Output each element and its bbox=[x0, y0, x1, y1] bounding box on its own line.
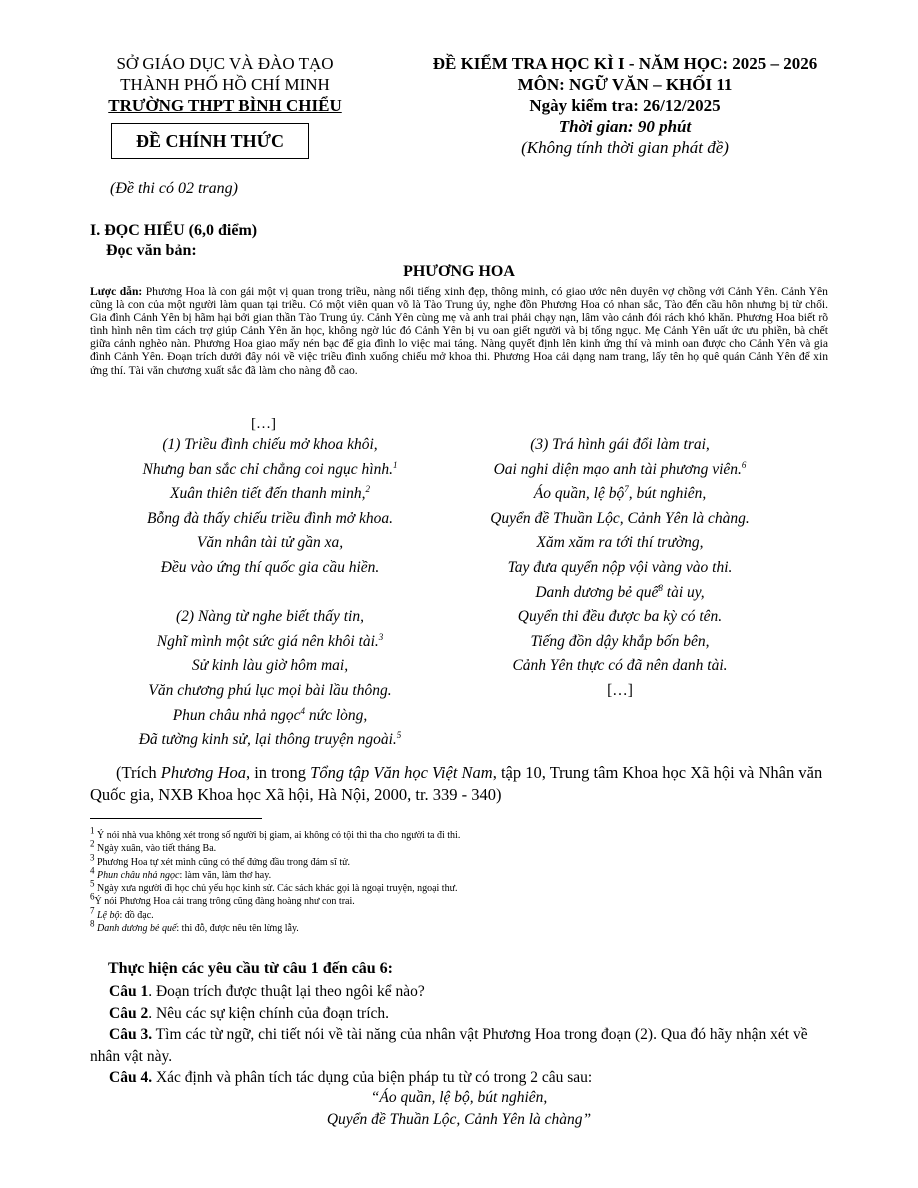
poem-line: (3) Trá hình gái đổi làm trai, bbox=[530, 436, 710, 453]
question-list bbox=[90, 981, 830, 1089]
footnotes bbox=[90, 825, 830, 935]
subject-line: MÔN: NGỮ VĂN – KHỐI 11 bbox=[517, 75, 733, 94]
footnote: $^2$ Ngày xuân, vào tiết tháng Ba. bbox=[90, 838, 217, 855]
summary-text: Phương Hoa là con gái một vị quan trong triều, nàng nổi tiếng xinh đẹp, thông minh, có giao ước nên duyên vợ chồng với Cảnh Yên. Cảnh Yên cũng là con của một người làm quan tại triều. Có một viên quan võ là Tào Trung úy, nghe đồn Phương Hoa có nhan sắc, Tào đến cầu hôn nhưng bị từ chối. Gia đình Cảnh Yên bị hãm hại bởi gian thần Tào Trung úy. Cảnh Yên cùng mẹ và anh trai phải chạy nạn, lâm vào cảnh đói rách khó khăn. Phương Hoa biết rõ tình hình nên tìm cách trợ giúp Cảnh Yên ăn học, không ngờ lúc đó Cảnh Yên bị vu oan giết người và bị tống ngục. Mẹ Cảnh Yên uất ức ưu phiền, bà chết giữa cảnh nghèo nàn. Phương Hoa giao mấy nén bạc để gia đình lo việc mai táng. Nàng quyết định lên kinh ứng thí và minh oan được cho Cảnh Yên và gia đình Cảnh Yên. Đoạn trích dưới đây nói về việc triều đình xuống chiếu mở khoa thi. Phương Hoa cải dạng nam trang, lấy tên họ quê quán Cảnh Yên để xin ứng thí. Tài văn chương xuất sắc đã làm cho nàng đỗ cao. bbox=[90, 285, 828, 377]
poem-line: Sử kinh làu giờ hôm mai, bbox=[191, 657, 349, 675]
poem-line: Oai nghi diện mạo anh tài phương viên.$^6$ bbox=[493, 459, 747, 478]
footnote: $^7$ Lệ bộ: đồ đạc. bbox=[90, 905, 154, 921]
poem-line: Đã tường kinh sử, lại thông truyện ngoài.$^5$ bbox=[138, 729, 402, 749]
header-right bbox=[360, 53, 890, 158]
poem-line: Quyển đề Thuần Lộc, Cảnh Yên là chàng. bbox=[490, 509, 750, 527]
poem-line: Cảnh Yên thực có đã nên danh tài. bbox=[512, 657, 728, 675]
header-left bbox=[90, 53, 360, 116]
footnote: $^1$ Ý nói nhà vua không xét trong số người bị giam, ai không có tội thì tha cho người ta đi thi. bbox=[90, 825, 461, 841]
summary-paragraph bbox=[90, 285, 828, 377]
poem-right-column bbox=[440, 433, 800, 704]
tasks-heading: Thực hiện các yêu cầu từ câu 1 đến câu 6: bbox=[108, 960, 393, 977]
poem-line: Áo quần, lệ bộ$^7$, bút nghiên, bbox=[533, 484, 707, 503]
footnote-mark: 4 bbox=[300, 705, 306, 716]
poem-line: Nhưng ban sắc chỉ chẳng coi ngục hình.$^1$ bbox=[142, 459, 398, 478]
poem-line: Nghĩ mình một sức giá nên khôi tài.$^3$ bbox=[156, 631, 384, 650]
poem-line: Quyển thi đều được ba kỳ có tên. bbox=[517, 608, 723, 626]
work-title: Phương Hoa bbox=[160, 763, 246, 782]
poem-line: (2) Nàng từ nghe biết thấy tin, bbox=[176, 608, 364, 626]
poem-line: Văn nhân tài tử gần xa, bbox=[196, 534, 344, 552]
official-label: ĐỀ CHÍNH THỨC bbox=[135, 130, 285, 151]
poem-line: (1) Triều đình chiếu mở khoa khôi, bbox=[162, 436, 378, 453]
quote-line: Quyển đề Thuần Lộc, Cảnh Yên là chàng” bbox=[326, 1111, 592, 1128]
footnote-mark: 1 bbox=[392, 459, 398, 470]
quote-line: “Áo quần, lệ bộ, bút nghiên, bbox=[370, 1089, 548, 1106]
poem-line: Xuân thiên tiết đến thanh minh,$^2$ bbox=[170, 484, 370, 503]
footnote-mark: 5 bbox=[396, 729, 402, 740]
footnote-mark: 2 bbox=[365, 484, 370, 495]
poem-line: Tay đưa quyển nộp vội vàng vào thi. bbox=[507, 558, 733, 576]
exam-date: Ngày kiểm tra: 26/12/2025 bbox=[529, 96, 721, 115]
source-citation: (Trích Phương Hoa, in trong Tổng tập Văn học Việt Nam, tập 10, Trung tâm Khoa học Xã hội và Nhân văn Quốc gia, NXB Khoa học Xã hội, Hà Nội, 2000, tr. 339 - 340) bbox=[90, 763, 823, 804]
footnote: $^4$ Phun châu nhả ngọc: làm văn, làm thơ hay. bbox=[90, 865, 272, 881]
department-name: SỞ GIÁO DỤC VÀ ĐÀO TẠO bbox=[116, 54, 334, 73]
poem-line: Đều vào ứng thí quốc gia cầu hiền. bbox=[160, 558, 380, 576]
question-2: Câu 2. Nêu các sự kiện chính của đoạn trích. bbox=[109, 1004, 390, 1022]
footnote-mark: 6 bbox=[741, 459, 747, 470]
poem-line: Văn chương phú lục mọi bài lầu thông. bbox=[148, 681, 392, 699]
footnote-divider bbox=[90, 818, 262, 819]
school-name: TRƯỜNG THPT BÌNH CHIỂU bbox=[108, 96, 342, 115]
footnote-mark: 3 bbox=[378, 631, 384, 642]
poem-line: Xăm xăm ra tới thí trường, bbox=[536, 534, 704, 552]
collection-title: Tổng tập Văn học Việt Nam bbox=[310, 763, 493, 782]
exam-duration: Thời gian: 90 phút bbox=[558, 117, 692, 136]
poem-left-column bbox=[90, 433, 450, 753]
question-4-quote bbox=[0, 1087, 918, 1131]
ellipsis-bottom: […] bbox=[607, 681, 633, 699]
poem-line: Danh dương bẻ quế$^8$ tài uy, bbox=[535, 582, 705, 601]
poem-line: Tiếng đồn dậy khắp bốn bên, bbox=[530, 632, 710, 650]
footnote-mark: 7 bbox=[624, 484, 629, 495]
footnote: $^6$Ý nói Phương Hoa cải trang trông cũng đàng hoàng như con trai. bbox=[90, 892, 355, 908]
city-name: THÀNH PHỐ HỒ CHÍ MINH bbox=[120, 75, 330, 94]
official-exam-box bbox=[111, 123, 309, 159]
question-3: Câu 3. Tìm các từ ngữ, chi tiết nói về tài năng của nhân vật Phương Hoa trong đoạn (2). Qua đó hãy nhận xét về nhân vật này. bbox=[90, 1026, 808, 1065]
poem-title: PHƯƠNG HOA bbox=[403, 263, 515, 280]
question-1: Câu 1. Đoạn trích được thuật lại theo ngôi kể nào? bbox=[109, 983, 425, 1000]
poem-line: Bỗng đà thấy chiếu triều đình mở khoa. bbox=[147, 509, 393, 527]
footnote: $^8$ Danh dương bẻ quế: thi đỗ, được nêu tên lừng lẫy. bbox=[90, 918, 299, 935]
footnote: $^3$ Phương Hoa tự xét mình cũng có thể đứng đầu trong đám sĩ tử. bbox=[90, 852, 351, 868]
footnote-mark: 8 bbox=[658, 582, 663, 593]
poem-line: Phun châu nhả ngọc$^4$ nức lòng, bbox=[172, 705, 368, 724]
footnote: $^5$ Ngày xưa người đi học chủ yếu học kinh sử. Các sách khác gọi là ngoại truyện, ngoại thư. bbox=[90, 878, 458, 895]
duration-note: (Không tính thời gian phát đề) bbox=[521, 138, 729, 157]
read-instruction: Đọc văn bản: bbox=[106, 242, 197, 259]
ellipsis-top: […] bbox=[251, 416, 276, 432]
summary-label: Lược dẫn: bbox=[90, 285, 143, 298]
section-title: I. ĐỌC HIỂU (6,0 điểm) bbox=[90, 222, 258, 239]
page-count-note: (Đề thi có 02 trang) bbox=[110, 180, 238, 197]
question-4: Câu 4. Xác định và phân tích tác dụng của biện pháp tu từ có trong 2 câu sau: bbox=[109, 1069, 593, 1086]
exam-title: ĐỀ KIỂM TRA HỌC KÌ I - NĂM HỌC: 2025 – 2026 bbox=[432, 54, 818, 73]
